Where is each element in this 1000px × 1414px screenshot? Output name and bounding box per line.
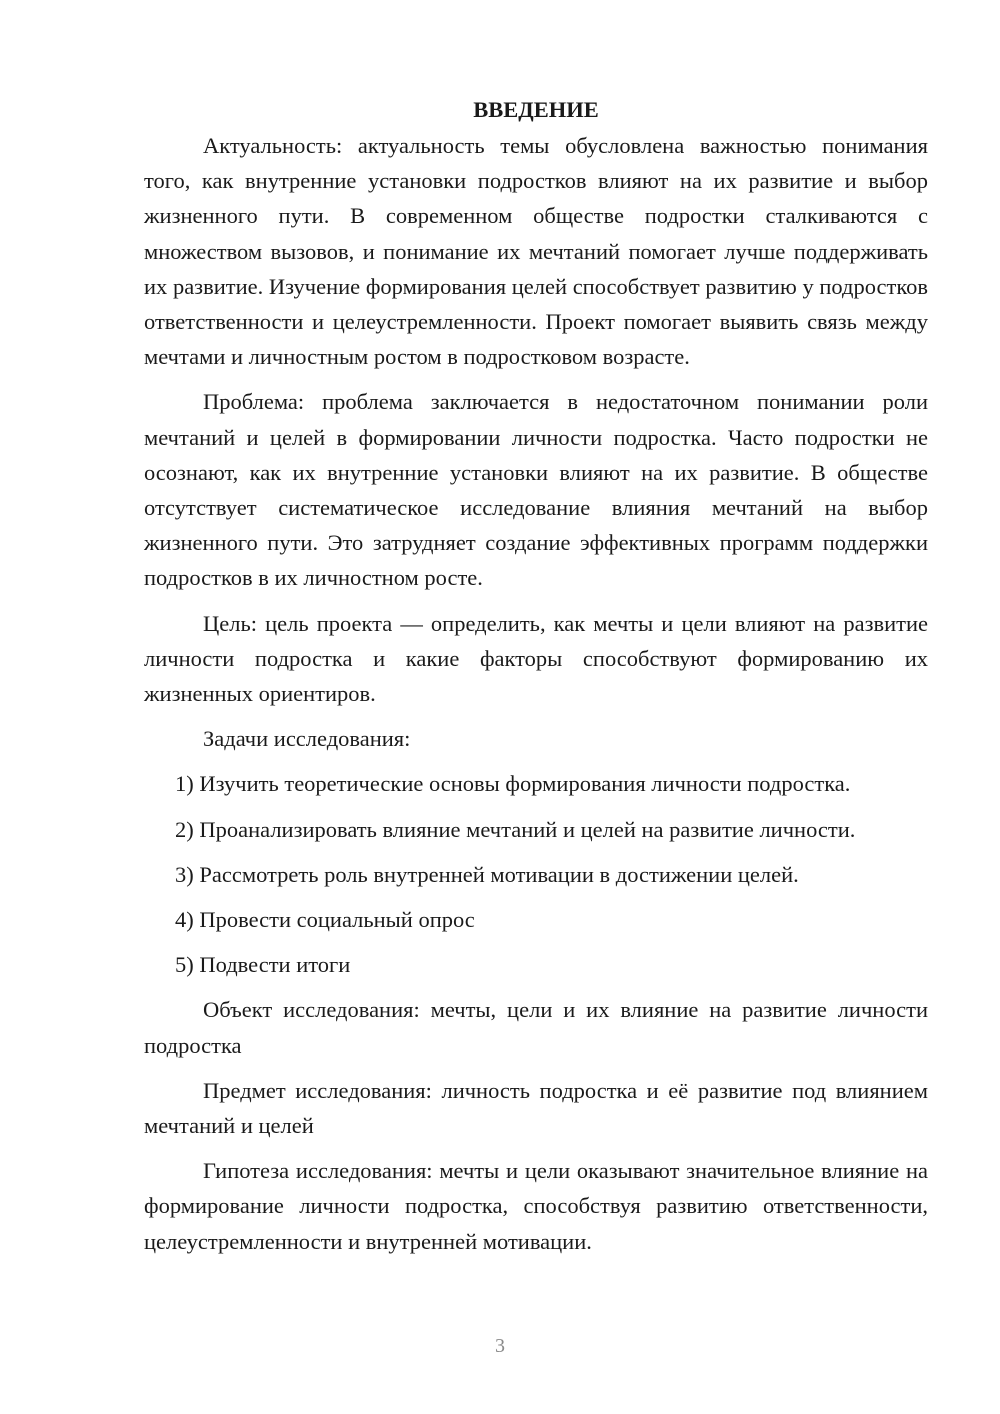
paragraph-relevance: Актуальность: актуальность темы обусловлена важностью понимания того, как внутренние установки подростков влияют на их развитие и выбор жизненного пути. В современном обществе подростки сталкиваются с множеством вызовов, и понимание их мечтаний помогает лучше поддерживать их развитие. Изучение формирования целей способствует развитию у подростков ответственности и целеустремленности. Проект помогает выявить связь между мечтами и личностным ростом в подростковом возрасте. xyxy=(144,133,928,370)
task-item: 2) Проанализировать влияние мечтаний и целей на развитие личности. xyxy=(175,816,856,842)
task-item: 1) Изучить теоретические основы формирования личности подростка. xyxy=(175,771,851,797)
paragraph-hypothesis: Гипотеза исследования: мечты и цели оказывают значительное влияние на формирование личности подростка, способствуя развитию ответственности, целеустремленности и внутренней мотивации. xyxy=(144,1158,928,1254)
task-item: 3) Рассмотреть роль внутренней мотивации в достижении целей. xyxy=(175,861,799,887)
paragraph-problem: Проблема: проблема заключается в недостаточном понимании роли мечтаний и целей в формировании личности подростка. Часто подростки не осознают, как их внутренние установки влияют на их развитие. В обществе отсутствует систематическое исследование влияния мечтаний на выбор жизненного пути. Это затрудняет создание эффективных программ поддержки подростков в их личностном росте. xyxy=(144,389,928,591)
task-item: 4) Провести социальный опрос xyxy=(175,907,475,933)
tasks-list xyxy=(144,766,928,982)
paragraph-goal: Цель: цель проекта — определить, как мечты и цели влияют на развитие личности подростка и какие факторы способствуют формированию их жизненных ориентиров. xyxy=(144,610,928,707)
tasks-heading: Задачи исследования: xyxy=(203,726,411,752)
page-number: 3 xyxy=(495,1335,505,1357)
section-title: ВВЕДЕНИЕ xyxy=(473,97,599,122)
paragraph-object: Объект исследования: мечты, цели и их влияние на развитие личности подростка xyxy=(144,997,928,1058)
task-item: 5) Подвести итоги xyxy=(175,952,351,978)
paragraph-subject: Предмет исследования: личность подростка и её развитие под влиянием мечтаний и целей xyxy=(144,1077,928,1139)
page-content xyxy=(144,92,928,1259)
